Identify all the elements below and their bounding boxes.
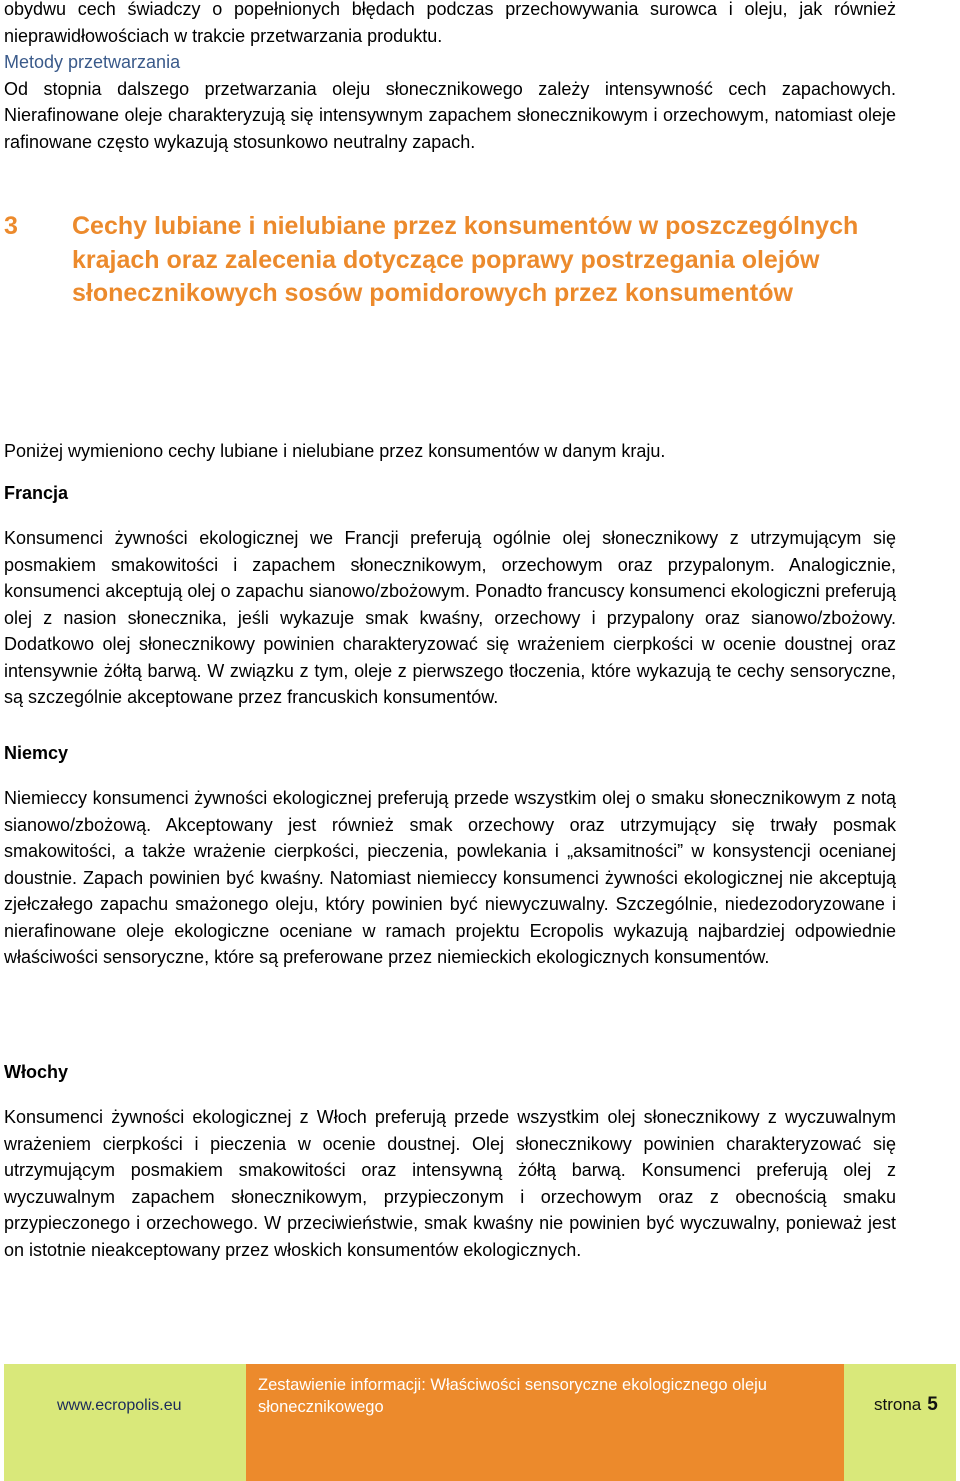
intro-block [4, 0, 896, 155]
country-paragraph: Konsumenci żywności ekologicznej we Francji preferują ogólnie olej słonecznikowy z utrzymującym się posmakiem smakowitości i zapachem słonecznikowym, orzechowym oraz przypalonym. Analogicznie, konsumenci akceptują olej o zapachu sianowo/zbożowym. Ponadto francuscy konsumenci ekologiczni preferują olej z nasion słonecznika, jeśli wykazuje smak kwaśny, orzechowy i przypalony oraz sianowo/zbożowy. Dodatkowo olej słonecznikowy powinien charakteryzować się wrażeniem cierpkości w ocenie doustnej oraz intensywnie żółtą barwą. W związku z tym, oleje z pierwszego tłoczenia, które wykazują te cechy sensoryczne, są szczególnie akceptowane przez francuskich konsumentów. [4, 528, 896, 707]
footer-website-link[interactable]: www.ecropolis.eu [57, 1397, 182, 1414]
page-footer [0, 1364, 960, 1481]
footer-page-box [844, 1364, 956, 1481]
footer-title-box [246, 1364, 844, 1481]
footer-title: Zestawienie informacji: Właściwości sensoryczne ekologicznego oleju słonecznikowego [258, 1376, 767, 1416]
country-section-italy [4, 1059, 896, 1263]
country-paragraph: Konsumenci żywności ekologicznej z Włoch preferują przede wszystkim olej słonecznikowy z wyczuwalnym wrażeniem cierpkości i pieczenia w ocenie doustnej. Olej słonecznikowy powinien charakteryzować się utrzymującym posmakiem smakowitości oraz intensywną żółtą barwą. Konsumenci preferują olej z wyczuwalnym zapachem słonecznikowym, przypieczonym i orzechowym oraz z obecnością smaku przypieczonego i orzechowego. W przeciwieństwie, smak kwaśny nie powinien być wyczuwalny, ponieważ jest on istotnie nieakceptowany przez włoskich konsumentów ekologicznych. [4, 1107, 896, 1260]
section-number: 3 [4, 212, 18, 240]
country-heading: Włochy [4, 1062, 69, 1082]
country-paragraph: Niemieccy konsumenci żywności ekologicznej preferują przede wszystkim olej o smaku słonecznikowym z notą sianowo/zbożową. Akceptowany jest również smak orzechowy oraz utrzymujący się trwały posmak smakowitości, a także wrażenie cierpkości, pieczenia, powlekania i „aksamitności” w konsystencji ocenianej doustnie. Zapach powinien być kwaśny. Natomiast niemieccy konsumenci żywności ekologicznej nie akceptują zjełczałego zapachu smażonego oleju, który powinien być niewyczuwalny. Szczególnie, niedezodoryzowane i nierafinowane oleje ekologiczne oceniane w ramach projektu Ecropolis wykazują najbardziej odpowiednie właściwości sensoryczne, które są preferowane przez niemieckich ekologicznych konsumentów. [4, 788, 896, 967]
country-section-germany [4, 740, 896, 971]
country-section-france [4, 480, 896, 711]
intro-paragraph: Od stopnia dalszego przetwarzania oleju słonecznikowego zależy intensywność cech zapachowych. Nierafinowane oleje charakteryzują się intensywnym zapachem słonecznikowym i orzechowym, natomiast oleje rafinowane często wykazują stosunkowo neutralny zapach. [4, 78, 896, 152]
country-heading: Niemcy [4, 743, 69, 763]
subheading-processing-methods: Metody przetwarzania [4, 52, 181, 72]
footer-website-box [4, 1364, 246, 1481]
country-heading: Francja [4, 483, 69, 503]
section-title: Cechy lubiane i nielubiane przez konsumentów w poszczególnych krajach oraz zalecenia dotyczące poprawy postrzegania olejów słonecznikowych sosów pomidorowych przez konsumentów [72, 212, 859, 307]
intro-continued-text: obydwu cech świadczy o popełnionych błędach podczas przechowywania surowca i oleju, jak również nieprawidłowościach w trakcie przetwarzania produktu. [4, 0, 896, 46]
page-label: strona [874, 1395, 922, 1414]
page-indicator [874, 1394, 938, 1416]
lead-paragraph: Poniżej wymieniono cechy lubiane i nielubiane przez konsumentów w danym kraju. [4, 441, 666, 461]
page-number: 5 [927, 1394, 938, 1415]
